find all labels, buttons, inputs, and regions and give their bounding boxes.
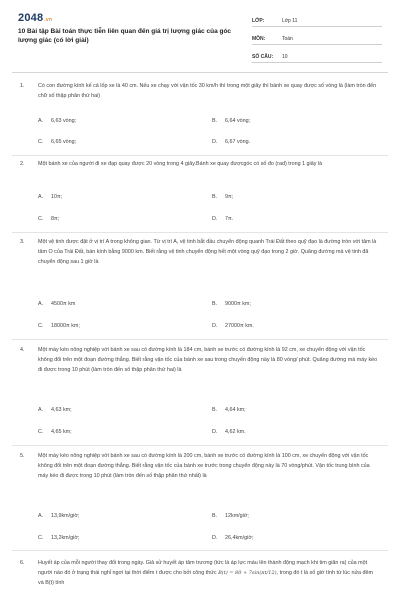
answer-option[interactable] <box>38 322 80 330</box>
meta-value: 10 <box>282 54 288 60</box>
question-number: 6. <box>20 560 25 566</box>
meta-label: LỚP: <box>252 18 265 24</box>
question-number: 5. <box>20 453 25 459</box>
question-text: Một máy kéo nông nghiệp với bánh xe sau có đường kính là 200 cm, bánh xe trước có đường kính là 100 cm, xe chuyển động với vận tốc không đổi trên một đoạn đường thẳng. Biết rằng vận tốc của bánh xe trước trong chuyển động này là 70 vòng/phút. Vận tốc trung bình của máy kéo đi được trong 10 phút (làm tròn đến số thập phân thứ nhất) là <box>38 453 370 479</box>
option-letter: A. <box>38 513 44 519</box>
option-text: 4500π km <box>51 301 76 307</box>
answer-option[interactable] <box>212 534 253 542</box>
question-number: 4. <box>20 347 25 353</box>
option-letter: B. <box>212 513 218 519</box>
option-text: 13,2km/giờ; <box>51 535 80 541</box>
option-letter: D. <box>212 139 218 145</box>
option-letter: B. <box>212 407 218 413</box>
option-text: 6,67 vòng. <box>225 139 251 145</box>
meta-row-count <box>252 48 382 63</box>
option-text: 9000π km; <box>225 301 251 307</box>
meta-row-class <box>252 12 382 27</box>
question-text-part: , trong đó t là số giờ tính từ lúc nửa đêm và B(t) tính <box>38 569 374 586</box>
question-divider <box>12 445 388 446</box>
answer-option[interactable] <box>212 322 254 330</box>
meta-value: Toán <box>282 36 293 42</box>
option-text: 4,65 km; <box>51 429 72 435</box>
option-letter: C. <box>38 216 44 222</box>
option-letter: C. <box>38 429 44 435</box>
option-letter: B. <box>212 301 218 307</box>
option-text: 7π. <box>225 216 234 222</box>
logo-text: 2048 <box>18 12 44 24</box>
option-text: 12km/giờ; <box>225 513 249 519</box>
question-divider <box>12 339 388 340</box>
answer-option[interactable] <box>38 215 59 223</box>
option-letter: C. <box>38 535 44 541</box>
option-text: 4,64 km; <box>225 407 246 413</box>
answer-option[interactable] <box>38 193 62 201</box>
option-letter: A. <box>38 301 44 307</box>
question-divider <box>12 155 388 156</box>
meta-info-box <box>252 12 382 66</box>
option-text: 10π; <box>51 194 63 200</box>
option-letter: C. <box>38 139 44 145</box>
option-letter: D. <box>212 535 218 541</box>
option-letter: A. <box>38 118 44 124</box>
option-text: 6,65 vòng; <box>51 139 77 145</box>
answer-option[interactable] <box>38 406 72 414</box>
formula: B(t) = 80 + 7sin(πt/12) <box>218 569 277 576</box>
answer-option[interactable] <box>38 138 76 146</box>
option-letter: C. <box>38 323 44 329</box>
answer-option[interactable] <box>212 300 251 308</box>
answer-option[interactable] <box>212 138 250 146</box>
option-letter: A. <box>38 194 44 200</box>
option-letter: B. <box>212 194 218 200</box>
question-divider <box>12 232 388 233</box>
question-text: Một vệ tinh được đặt ở vị trí A trong không gian. Từ vị trí A, vệ tinh bắt đầu chuyển động quanh Trái Đất theo quỹ đạo là đường tròn với tâm là tâm O của Trái Đất, bán kính bằng 9000 km. Biết rằng vệ tinh chuyển động hết một vòng quỹ đạo trong 2 giờ. Quãng đường mà vệ tinh đã chuyển động sau 1 giờ là <box>38 239 377 265</box>
option-text: 8π; <box>51 216 60 222</box>
question-number: 3. <box>20 239 25 245</box>
answer-option[interactable] <box>38 534 79 542</box>
answer-option[interactable] <box>212 193 233 201</box>
question-text: Một máy kéo nông nghiệp với bánh xe sau có đường kính là 184 cm, bánh xe trước có đường kính là 92 cm, xe chuyển động với vận tốc không đổi trên một đoạn đường thẳng. Biết rằng vận tốc của bánh xe sau trong chuyển động này là 80 vòng/ phút. Quãng đường mà máy kéo đi được trong 10 phút (làm tròn đến số thập phân thứ hai) là <box>38 347 378 373</box>
answer-option[interactable] <box>212 406 246 414</box>
question-text-part: Huyết áp của mỗi người thay đổi trong ngày. Giả sử huyết áp tâm trương (tức là áp lực máu lên thành động mạch khi tim giãn ra) của một người nào đó ở trạng thái nghỉ ngơi tại thời điểm t được cho bởi công thức <box>38 560 368 576</box>
answer-option[interactable] <box>212 215 233 223</box>
question-divider <box>12 550 388 551</box>
header-divider <box>12 72 388 73</box>
meta-row-subject <box>252 30 382 45</box>
answer-option[interactable] <box>212 117 250 125</box>
answer-option[interactable] <box>38 117 76 125</box>
option-letter: A. <box>38 407 44 413</box>
option-text: 18000π km; <box>51 323 80 329</box>
question-text: Một bánh xe của người đi xe đạp quay được 20 vòng trong 4 giây.Bánh xe quay đượcgóc có số đo (rad) trong 1 giây là <box>38 161 323 167</box>
question-number: 2. <box>20 161 25 167</box>
meta-value: Lớp 11 <box>282 18 298 24</box>
meta-label: MÔN: <box>252 36 266 42</box>
option-letter: D. <box>212 429 218 435</box>
option-text: 6,63 vòng; <box>51 118 77 124</box>
question-text: Có con đường kính kế cả lốp xe là 40 cm. Nếu xe chạy với vận tốc 30 km/h thì trong một giây thì bánh xe quay được số vòng là (làm tròn đến chữ số thập phân thứ hai) <box>38 83 377 99</box>
option-text: 6,64 vòng; <box>225 118 251 124</box>
answer-option[interactable] <box>38 428 72 436</box>
option-text: 9π; <box>225 194 234 200</box>
question-number: 1. <box>20 83 25 89</box>
option-letter: D. <box>212 323 218 329</box>
option-text: 13,9km/giờ; <box>51 513 80 519</box>
logo-suffix: .vn <box>44 17 53 23</box>
question-text <box>38 559 378 588</box>
option-text: 4,62 km. <box>225 429 246 435</box>
site-logo[interactable] <box>18 12 52 24</box>
option-text: 26,4km/giờ; <box>225 535 254 541</box>
answer-option[interactable] <box>38 300 75 308</box>
option-text: 27000π km. <box>225 323 254 329</box>
option-letter: D. <box>212 216 218 222</box>
document-title: 10 Bài tập Bài toán thực tiễn liên quan đến giá trị lượng giác của góc lượng giác (có lời giải) <box>18 28 232 44</box>
option-text: 4,63 km; <box>51 407 72 413</box>
option-letter: B. <box>212 118 218 124</box>
meta-label: SỐ CÂU: <box>252 54 274 60</box>
answer-option[interactable] <box>38 512 79 520</box>
answer-option[interactable] <box>212 512 249 520</box>
document-header <box>0 0 400 70</box>
answer-option[interactable] <box>212 428 246 436</box>
